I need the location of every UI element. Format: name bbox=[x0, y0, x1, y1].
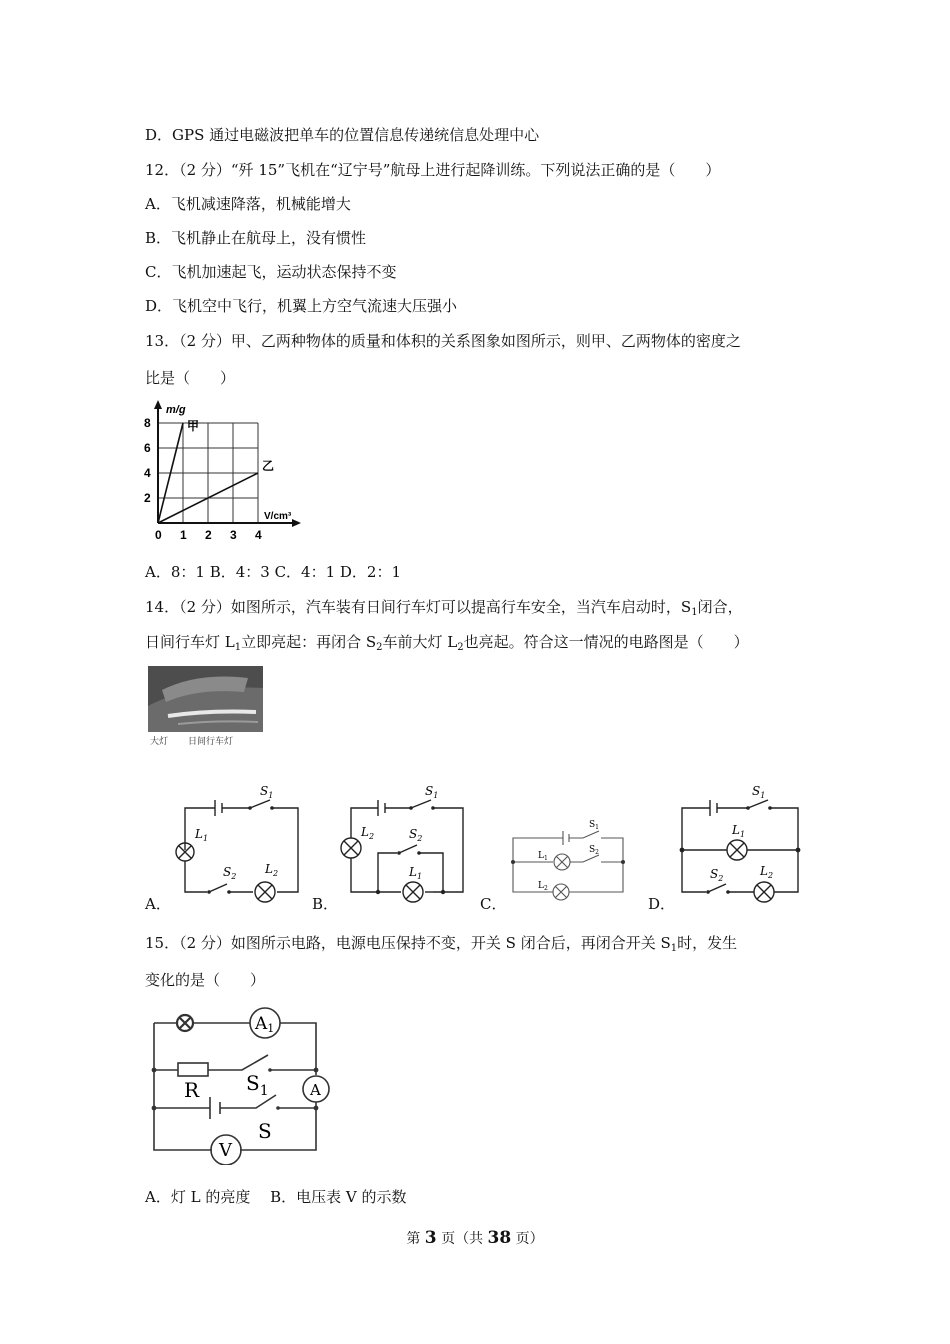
switch-s2 bbox=[209, 884, 227, 892]
car-headlight-photo bbox=[148, 666, 263, 748]
q14-option-d: D． bbox=[648, 895, 676, 913]
q15-stem-line1: 15．（2 分）如图所示电路，电源电压保持不变，开关 S 闭合后，再闭合开关 $S_1$时，发生 bbox=[145, 934, 738, 954]
x-tick-label: 0 bbox=[155, 528, 162, 542]
circuit-option-d bbox=[670, 780, 810, 905]
q13-stem-line1: 13．（2 分）甲、乙两种物体的质量和体积的关系图象如图所示，则甲、乙两物体的密度之 bbox=[145, 332, 741, 350]
voltmeter-v: V bbox=[219, 1140, 232, 1161]
x-axis-arrow bbox=[292, 519, 301, 527]
y-tick-label: 4 bbox=[144, 466, 151, 480]
q14-stem-line1: 14．（2 分）如图所示，汽车装有日间行车灯可以提高行车安全，当汽车启动时，$S_1$闭合， bbox=[145, 598, 743, 618]
circuit-option-c bbox=[505, 812, 630, 907]
svg-text:L2: $L_2$ bbox=[361, 825, 375, 841]
circuit-option-a bbox=[165, 780, 310, 905]
x-axis-label: V/cm³ bbox=[264, 511, 292, 522]
chart-series bbox=[158, 419, 274, 523]
svg-text:L1: $L_1$ bbox=[538, 851, 548, 862]
svg-text:S2: $S_2$ bbox=[409, 827, 423, 843]
x-tick-label: 2 bbox=[205, 528, 212, 542]
q12-option-c: C．飞机加速起飞，运动状态保持不变 bbox=[145, 263, 397, 281]
svg-text:L2: $L_2$ bbox=[760, 864, 774, 880]
q14-stem-line2: 日间行车灯 $L_1$立即亮起：再闭合 $S_2$车前大灯 $L_2$也亮起。符合这一情况的电路图是（ ） bbox=[145, 633, 749, 653]
svg-text:L1: $L_1$ bbox=[732, 823, 746, 839]
svg-text:S1: $S_1$ bbox=[246, 1071, 269, 1099]
x-tick-label: 4 bbox=[255, 528, 262, 542]
q12-option-a: A．飞机减速降落，机械能增大 bbox=[145, 195, 351, 213]
lamp-l bbox=[179, 1017, 191, 1029]
page-footer: 第 3 页（共 38 页） bbox=[406, 1228, 544, 1248]
q14-option-c: C． bbox=[480, 895, 507, 913]
y-axis-label: m/g bbox=[166, 404, 186, 416]
switch-s-label: S bbox=[258, 1119, 272, 1143]
svg-text:S1: $S_1$ bbox=[260, 784, 274, 800]
ammeter-a: A bbox=[310, 1081, 321, 1099]
q13-options: A．8：1 B．4：3 C．4：1 D．2：1 bbox=[145, 563, 402, 581]
page-number: 3 bbox=[424, 1228, 437, 1248]
label-s1: S bbox=[260, 784, 269, 798]
switch-s1 bbox=[250, 800, 270, 808]
q14-option-b: B． bbox=[312, 895, 339, 913]
svg-text:A1: A1 bbox=[255, 1014, 275, 1035]
q14-option-a: A． bbox=[145, 895, 171, 913]
page-total: 38 bbox=[487, 1228, 512, 1248]
chart-grid bbox=[158, 423, 258, 523]
svg-text:S2: $S_2$ bbox=[710, 867, 724, 883]
series-label-1: 甲 bbox=[187, 419, 200, 433]
photo-caption-daytime-light: 日间行车灯 bbox=[188, 737, 234, 747]
ammeter-a1: A bbox=[255, 1014, 268, 1034]
y-tick-label: 8 bbox=[144, 416, 151, 430]
switch-s1-label: S bbox=[246, 1071, 260, 1095]
resistor-label: R bbox=[184, 1078, 200, 1102]
y-axis-arrow bbox=[154, 400, 162, 409]
series-label-2: 乙 bbox=[262, 459, 275, 473]
svg-text:S1: $S_1$ bbox=[425, 784, 439, 800]
q12-option-d: D．飞机空中飞行，机翼上方空气流速大压强小 bbox=[145, 297, 458, 315]
x-tick-label: 1 bbox=[180, 528, 187, 542]
svg-text:L1: $L_1$ bbox=[409, 865, 423, 881]
svg-text:L2: $L_2$ bbox=[538, 881, 548, 892]
circuit-q15 bbox=[148, 1005, 333, 1165]
svg-text:L1: $L_1$ bbox=[195, 827, 209, 843]
y-tick-label: 2 bbox=[144, 491, 151, 505]
svg-text:S2: $S_2$ bbox=[589, 845, 599, 856]
label-s2: S bbox=[223, 865, 232, 879]
y-tick-label: 6 bbox=[144, 441, 151, 455]
label-l2: L bbox=[265, 862, 273, 876]
photo-caption-headlight: 大灯 bbox=[150, 737, 169, 747]
chart-axes bbox=[154, 400, 301, 527]
q13-stem-line2: 比是（ ） bbox=[145, 369, 236, 387]
svg-text:S1: $S_1$ bbox=[589, 820, 599, 831]
svg-text:L2: $L_2$ bbox=[265, 862, 279, 878]
q11-option-d: D．GPS 通过电磁波把单车的位置信息传递统信息处理中心 bbox=[145, 126, 540, 144]
q12-option-b: B．飞机静止在航母上，没有惯性 bbox=[145, 229, 367, 247]
x-tick-label: 3 bbox=[230, 528, 237, 542]
label-l1: L bbox=[195, 827, 203, 841]
svg-text:S2: $S_2$ bbox=[223, 865, 237, 881]
q12-stem: 12．（2 分）“歼 15”飞机在“辽宁号”航母上进行起降训练。下列说法正确的是（ ） bbox=[145, 161, 721, 179]
svg-text:S1: $S_1$ bbox=[752, 784, 766, 800]
circuit-option-b bbox=[333, 780, 473, 905]
mass-volume-chart bbox=[140, 395, 310, 545]
battery-symbol bbox=[215, 800, 222, 816]
q15-options: A．灯 L 的亮度 B．电压表 V 的示数 bbox=[145, 1188, 407, 1206]
q15-stem-line2: 变化的是（ ） bbox=[145, 971, 266, 989]
